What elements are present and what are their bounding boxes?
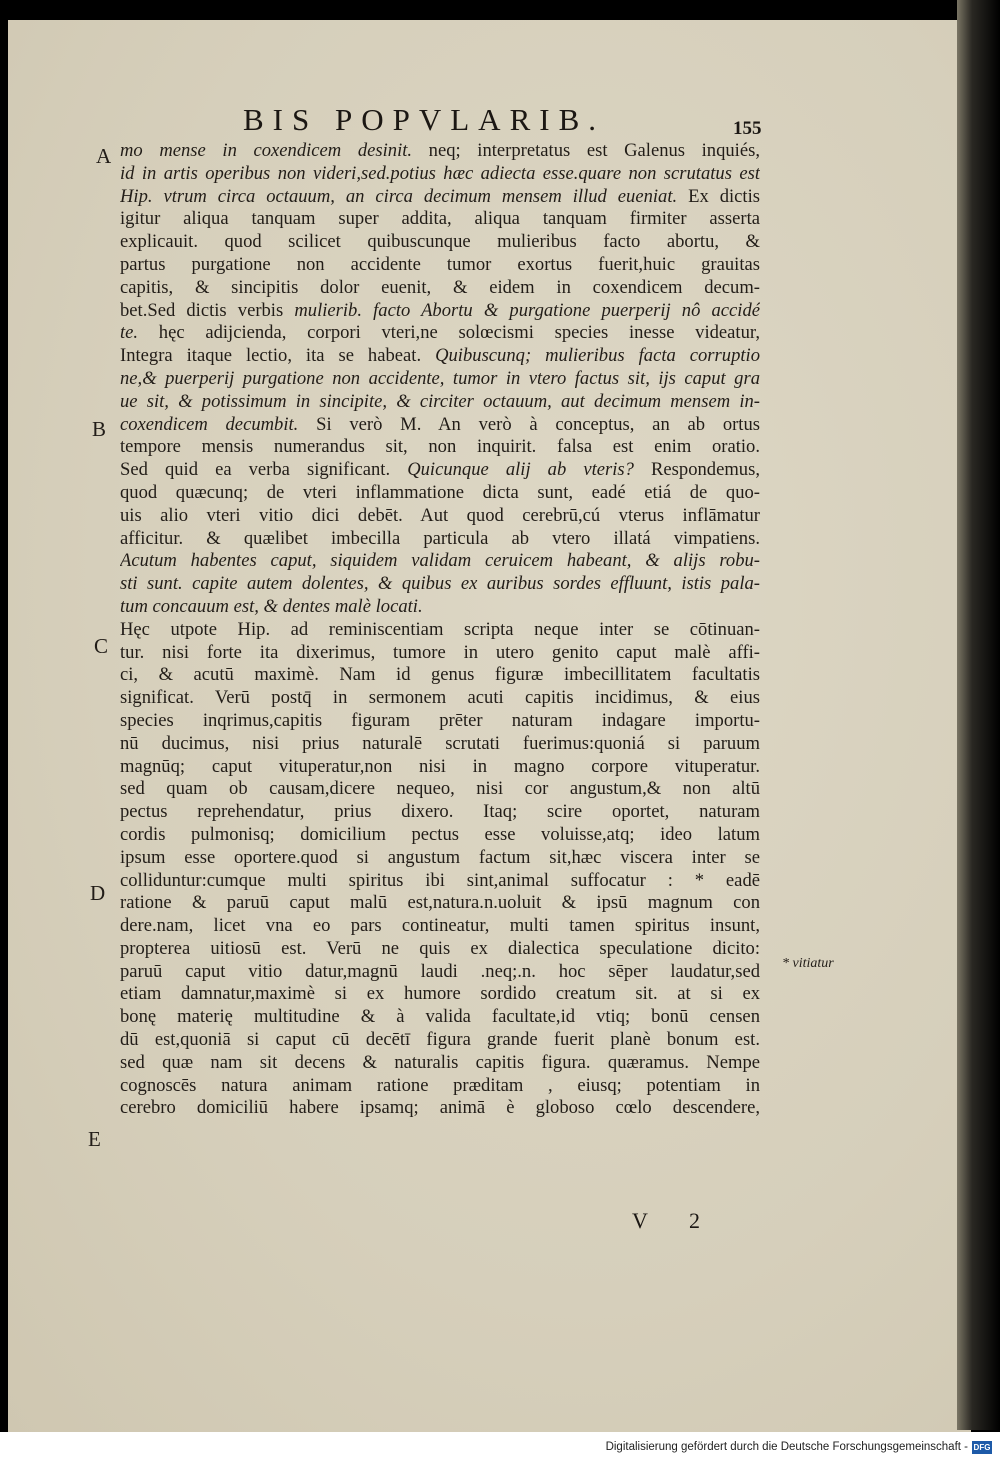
text-line [120,824,760,847]
text-line [120,459,760,482]
text-line [120,733,760,756]
margin-letter-a: A [96,144,112,168]
text-line-segment: Ex dictis [688,185,760,207]
text-line [120,1006,760,1029]
text-line-segment: Hęc utpote Hip. ad reminiscentiam scripta neque inter se cōtinuan- [120,618,760,640]
text-line [120,391,760,414]
text-line-segment: afficitur. & quælibet imbecilla particula ab vtero illatá vimpatiens. [120,527,760,549]
text-line [120,254,760,277]
text-line-segment: bonę materię multitudine & à valida facultate,id vtiq; bonū censen [120,1006,760,1028]
text-line-segment: propterea uitiosū est. Verū ne quis ex dialectica speculatione dicito: [120,937,760,959]
text-line-segment: Acutum habentes caput, siquidem validam ceruicem habeant, & alijs robu- [120,550,760,572]
text-line [120,368,760,391]
margin-note: * vitiatur [782,956,834,971]
text-line [120,756,760,779]
text-line-segment: cognoscēs natura animam ratione præditam , eiusq; potentiam in [120,1074,760,1096]
text-line [120,436,760,459]
text-line-segment: mo mense in coxendicem desinit. [120,140,413,161]
text-line [120,847,760,870]
text-line-segment: ne,& puerperij purgatione non accidente, tumor in vtero factus sit, ijs caput gra [120,367,760,389]
text-line [120,642,760,665]
running-head: BIS POPVLARIB. [243,102,605,137]
text-line-segment: dū est,quoniā si caput cū decētī figura grande fuerit planè bonum est. [120,1029,760,1051]
text-line [120,778,760,801]
text-line [120,961,760,984]
text-line [120,300,760,323]
text-line-segment: Quicunque alij ab vteris? [407,459,634,481]
text-line-segment: Quibuscunq; mulieribus facta corruptio [435,345,760,367]
text-line-segment: mulierib. facto Abortu & purgatione puerperij nô accidé [294,299,760,321]
text-line-segment: ci, & acutū maximè. Nam id genus figuræ imbecillitatem facultatis [120,664,760,686]
body-text [120,140,760,1120]
text-line-segment: capitis, & sincipitis dolor euenit, & eidem in coxendicem decum- [120,276,760,298]
text-line [120,1029,760,1052]
text-line [120,186,760,209]
margin-letter-d: D [90,881,106,905]
text-line [120,140,760,163]
text-line-segment: te. [120,322,139,344]
text-line-segment: uis alio vteri vitio dici debēt. Aut quod cerebrū,cú vterus inflāmatur [120,504,760,526]
text-line-segment: quod quæcunq; de vteri inflammatione dicta sunt, eadé etiá de quo- [120,481,760,503]
text-line-segment: Hip. vtrum circa octauum, an circa decimum mensem illud eueniat. [120,185,678,207]
text-line-segment: colliduntur:cumque multi spiritus ibi sint,animal suffocatur : * eadē [120,869,760,891]
text-line [120,277,760,300]
text-line-segment: dere.nam, licet vna eo pars contineatur, multi tamen spiritus insunt, [120,915,760,937]
binding-shadow [957,0,1000,1430]
text-line [120,664,760,687]
text-line-segment: magnūq; caput vituperatur,non nisi in magno corpore vituperatur. [120,755,760,777]
text-line-segment: partus purgatione non accidente tumor exortus fuerit,huic grauitas [120,253,760,275]
footer-credit: Digitalisierung gefördert durch die Deutsche Forschungsgemeinschaft - [605,1441,968,1453]
text-line-segment: paruū caput vitio datur,magnū laudi .neq;.n. hoc sēper laudatur,sed [120,960,760,982]
text-line [120,345,760,368]
text-line-segment: species inqrimus,capitis figuram prēter naturam indagare importu- [120,709,760,731]
text-line-segment: cordis pulmonisq; domicilium pectus esse voluisse,atq; ideo latum [120,823,760,845]
text-line-segment: tur. nisi forte ita dixerimus, tumore in utero genito caput malè affi- [120,641,760,663]
margin-letter-e: E [88,1127,101,1151]
text-line-segment: id in artis operibus non videri,sed.potius hæc adiecta esse.quare non scrutatus est [120,162,760,184]
text-line [120,322,760,345]
text-line-segment: ratione & paruū caput malū est,natura.n.uoluit & ipsū magnum con [120,892,760,914]
text-line-segment: ipsum esse oportere.quod si angustum factum sit,hæc viscera inter se [120,846,760,868]
text-line [120,550,760,573]
dfg-logo: DFG [973,1443,991,1452]
text-line [120,596,760,619]
text-line [120,231,760,254]
text-line-segment: cerebro domiciliū habere ipsamq; animā è globoso cœlo descendere, [120,1097,760,1119]
text-line-segment: coxendicem decumbit. [120,413,299,435]
margin-letter-b: B [92,417,107,441]
margin-letter-c: C [94,634,109,658]
text-line [120,870,760,893]
text-line-segment: Sed quid ea verba significant. [120,459,391,481]
text-line-segment: hęc adijcienda, corpori vteri,ne solœcismi species inesse videatur, [158,322,760,344]
text-line [120,1075,760,1098]
text-line-segment: nū ducimus, nisi prius naturalē scrutati fuerimus:quoniá si paruum [120,732,760,754]
text-line [120,528,760,551]
text-line-segment: explicauit. quod scilicet quibuscunque mulieribus facto abortu, & [120,231,760,253]
text-line [120,983,760,1006]
text-line [120,1052,760,1075]
text-line-segment: tum concauum est, & dentes malè locati. [120,595,423,617]
text-line [120,208,760,231]
text-line-segment: Integra itaque lectio, ita se habeat. [120,345,422,367]
text-line-segment: igitur aliqua tanquam super addita, aliqua tanquam firmiter asserta [120,208,760,230]
text-line [120,482,760,505]
text-line [120,505,760,528]
text-line [120,1097,760,1120]
text-line-segment: Si verò M. An verò à conceptus, an ab ortus [316,413,760,435]
signature-mark: V 2 [632,1208,718,1233]
text-line [120,619,760,642]
text-line-segment: sti sunt. capite autem dolentes, & quibus ex auribus sordes effluunt, istis pala- [120,573,760,595]
text-line [120,801,760,824]
text-line [120,414,760,437]
text-line [120,892,760,915]
text-line [120,915,760,938]
text-line-segment: sed quam ob causam,dicere nequeo, nisi cor angustum,& non altū [120,778,760,800]
text-line-segment: sed quæ nam sit decens & naturalis capitis figura. quæramus. Nempe [120,1051,760,1073]
text-line-segment: tempore mensis numerandus sit, non inquirit. falsa est enim oratio. [120,436,760,458]
page-number: 155 [733,118,762,139]
text-line [120,163,760,186]
text-line-segment: bet.Sed dictis verbis [120,299,284,321]
text-line-segment: pectus reprehendatur, prius dixero. Itaq; scire oportet, naturam [120,801,760,823]
text-line [120,687,760,710]
text-line-segment: significat. Verū postq̄ in sermonem acuti capitis incidimus, & eius [120,687,760,709]
text-line-segment: ue sit, & potissimum in sincipite, & circiter octauum, aut decimum mensem in- [120,390,760,412]
text-line-segment: etiam damnatur,maximè si ex humore sordido creatum sit. at si ex [120,983,760,1005]
text-line [120,710,760,733]
text-line [120,938,760,961]
text-line [120,573,760,596]
text-line-segment: neq; interpretatus est Galenus inquiés, [428,140,760,161]
text-line-segment: Respondemus, [651,459,760,481]
